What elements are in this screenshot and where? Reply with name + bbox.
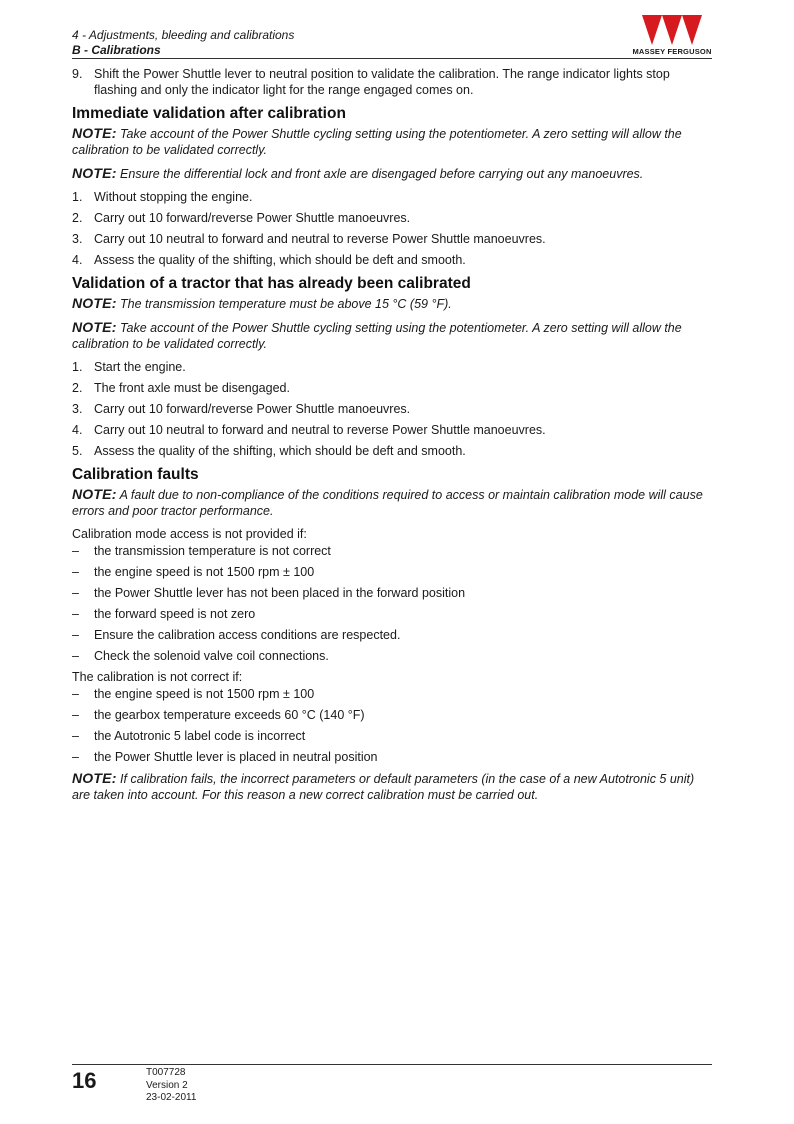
item-text: Ensure the calibration access conditions are respected. <box>94 628 401 642</box>
step-text: Shift the Power Shuttle lever to neutral position to validate the calibration. The range indicator lights stop flashing and only the indicator light for the range engaged comes on. <box>94 67 670 97</box>
bullet-dash: – <box>72 607 79 621</box>
step-number: 1. <box>72 190 83 204</box>
item-text: the engine speed is not 1500 rpm ± 100 <box>94 687 315 701</box>
section-heading: Immediate validation after calibration <box>72 105 346 122</box>
main-content <box>72 66 712 810</box>
step-number: 3. <box>72 402 83 416</box>
document-version: Version 2 <box>146 1079 188 1091</box>
bullet-dash: – <box>72 586 79 600</box>
chapter-title: 4 - Adjustments, bleeding and calibrations <box>72 28 295 42</box>
step-text: Assess the quality of the shifting, which should be deft and smooth. <box>94 253 466 267</box>
item-text: Check the solenoid valve coil connections. <box>94 649 329 663</box>
list-item <box>72 627 712 643</box>
item-text: the Autotronic 5 label code is incorrect <box>94 729 306 743</box>
item-text: the forward speed is not zero <box>94 607 256 621</box>
list-item <box>72 707 712 723</box>
step-number: 2. <box>72 381 83 395</box>
list-item <box>72 252 712 268</box>
item-text: the transmission temperature is not correct <box>94 544 331 558</box>
note-label: NOTE: <box>72 295 117 311</box>
triple-triangle-icon <box>641 14 703 46</box>
list-item <box>72 210 712 226</box>
item-text: the Power Shuttle lever has not been placed in the forward position <box>94 586 466 600</box>
header-divider <box>72 58 712 59</box>
page-number: 16 <box>72 1068 97 1093</box>
note-text: Ensure the differential lock and front axle are disengaged before carrying out any manoeuvres. <box>120 167 644 181</box>
step-text: Carry out 10 forward/reverse Power Shuttle manoeuvres. <box>94 402 411 416</box>
list-item <box>72 728 712 744</box>
bullet-dash: – <box>72 628 79 642</box>
note-text: Take account of the Power Shuttle cycling setting using the potentiometer. A zero setting will allow the calibration to be validated correctly. <box>72 127 682 157</box>
step-text: Assess the quality of the shifting, which should be deft and smooth. <box>94 444 466 458</box>
bullet-dash: – <box>72 565 79 579</box>
item-text: the engine speed is not 1500 rpm ± 100 <box>94 565 315 579</box>
note-text: If calibration fails, the incorrect parameters or default parameters (in the case of a new Autotronic 5 unit) are taken into account. For this reason a new correct calibration must be carried out. <box>72 772 695 802</box>
step-number: 9. <box>72 67 83 81</box>
document-date: 23-02-2011 <box>146 1092 197 1103</box>
item-text: the gearbox temperature exceeds 60 °C (140 °F) <box>94 708 365 722</box>
list-item <box>72 686 712 702</box>
note-text: A fault due to non-compliance of the conditions required to access or maintain calibration mode will cause errors and poor tractor performance. <box>72 488 703 518</box>
footer-divider <box>72 1064 712 1065</box>
step-text: The front axle must be disengaged. <box>94 381 290 395</box>
list-item <box>72 648 712 664</box>
section-heading: Validation of a tractor that has already been calibrated <box>72 275 471 292</box>
note-label: NOTE: <box>72 165 117 181</box>
brand-name: MASSEY FERGUSON <box>632 47 712 56</box>
step-number: 5. <box>72 444 83 458</box>
note <box>72 486 712 519</box>
note-text: Take account of the Power Shuttle cycling setting using the potentiometer. A zero setting will allow the calibration to be validated correctly. <box>72 321 682 351</box>
note-label: NOTE: <box>72 125 117 141</box>
note-label: NOTE: <box>72 486 117 502</box>
list-item <box>72 189 712 205</box>
step-number: 4. <box>72 253 83 267</box>
step-text: Start the engine. <box>94 360 186 374</box>
list-item <box>72 422 712 438</box>
bullet-dash: – <box>72 708 79 722</box>
step-number: 4. <box>72 423 83 437</box>
bullet-dash: – <box>72 750 79 764</box>
list-item <box>72 401 712 417</box>
bullet-dash: – <box>72 649 79 663</box>
list-intro: Calibration mode access is not provided if: <box>72 527 307 541</box>
note <box>72 770 712 803</box>
step-text: Carry out 10 neutral to forward and neutral to reverse Power Shuttle manoeuvres. <box>94 232 546 246</box>
step-number: 2. <box>72 211 83 225</box>
list-intro: The calibration is not correct if: <box>72 670 243 684</box>
list-item <box>72 585 712 601</box>
list-item <box>72 543 712 559</box>
list-item <box>72 231 712 247</box>
note <box>72 295 712 312</box>
item-text: the Power Shuttle lever is placed in neutral position <box>94 750 378 764</box>
note <box>72 125 712 158</box>
document-code: T007728 <box>146 1067 186 1078</box>
list-item <box>72 359 712 375</box>
step-number: 1. <box>72 360 83 374</box>
step-text: Without stopping the engine. <box>94 190 253 204</box>
step-text: Carry out 10 forward/reverse Power Shuttle manoeuvres. <box>94 211 411 225</box>
step-text: Carry out 10 neutral to forward and neutral to reverse Power Shuttle manoeuvres. <box>94 423 546 437</box>
section-heading: Calibration faults <box>72 466 199 483</box>
list-item <box>72 380 712 396</box>
page-header <box>72 28 712 57</box>
bullet-dash: – <box>72 729 79 743</box>
list-item <box>72 443 712 459</box>
list-item <box>72 606 712 622</box>
massey-ferguson-logo <box>630 14 714 58</box>
note-label: NOTE: <box>72 770 117 786</box>
document-info <box>146 1067 196 1105</box>
step-number: 3. <box>72 232 83 246</box>
list-item <box>72 564 712 580</box>
bullet-dash: – <box>72 687 79 701</box>
note-label: NOTE: <box>72 319 117 335</box>
bullet-dash: – <box>72 544 79 558</box>
note-text: The transmission temperature must be above 15 °C (59 °F). <box>120 297 452 311</box>
note <box>72 319 712 352</box>
list-item <box>72 66 712 98</box>
note <box>72 165 712 182</box>
list-item <box>72 749 712 765</box>
section-title: B - Calibrations <box>72 43 161 57</box>
